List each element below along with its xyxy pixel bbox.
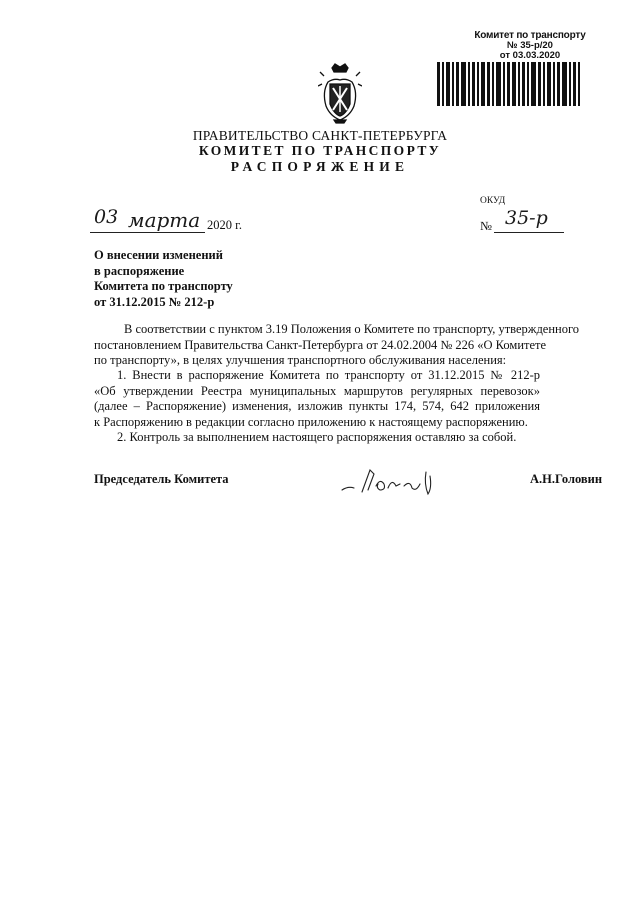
subject-line: в распоряжение (94, 263, 185, 278)
body-line: «Об утверждении Реестра муниципальных маршрутов регулярных перевозок» (94, 383, 540, 398)
subject-line: Комитета по транспорту (94, 279, 233, 293)
date-year: 2020 г. (207, 218, 242, 232)
body-line: 1. Внести в распоряжение Комитета по транспорту от 31.12.2015 № 212-р (117, 368, 540, 382)
government-title: ПРАВИТЕЛЬСТВО САНКТ-ПЕТЕРБУРГА (192, 128, 448, 143)
document-number: 35-р (505, 207, 548, 229)
committee-title: КОМИТЕТ ПО ТРАНСПОРТУ (198, 143, 442, 158)
signatory-name: А.Н.Головин (530, 472, 603, 486)
subject-block (94, 248, 233, 310)
number-sign: № (480, 219, 492, 233)
subject-line: от 31.12.2015 № 212-р (94, 294, 215, 309)
document-type: РАСПОРЯЖЕНИЕ (230, 159, 410, 174)
date-day: 03 (94, 206, 119, 228)
preamble-paragraph (94, 322, 580, 369)
body-line: к Распоряжению в редакции согласно приложению к настоящему распоряжению. (94, 414, 528, 429)
item-1-paragraph (94, 368, 540, 430)
date-month: марта (128, 208, 201, 232)
stamp-date: от 03.03.2020 (499, 50, 561, 61)
okud-label: ОКУД (480, 196, 506, 206)
body-line: постановлением Правительства Санкт-Петербурга от 24.02.2004 № 226 «О Комитете (94, 337, 547, 352)
signatory-title: Председатель Комитета (94, 472, 229, 486)
body-line: по транспорту», в целях улучшения транспортного обслуживания населения: (94, 353, 507, 367)
stamp-number: № 35-р/20 (507, 40, 553, 51)
body-line: (далее – Распоряжение) изменения, изложив пункты 174, 574, 642 приложения (94, 399, 540, 413)
item-2-paragraph (94, 430, 540, 446)
barcode (437, 62, 580, 106)
registration-stamp (470, 30, 590, 61)
body-line: 2. Контроль за выполнением настоящего распоряжения оставляю за собой. (117, 430, 517, 444)
stamp-organization: Комитет по транспорту (474, 30, 586, 41)
subject-line: О внесении изменений (94, 248, 223, 262)
handwritten-signature (340, 464, 450, 498)
body-line: В соответствии с пунктом 3.19 Положения о Комитете по транспорту, утвержденного (124, 322, 580, 336)
coat-of-arms-icon (318, 62, 362, 124)
